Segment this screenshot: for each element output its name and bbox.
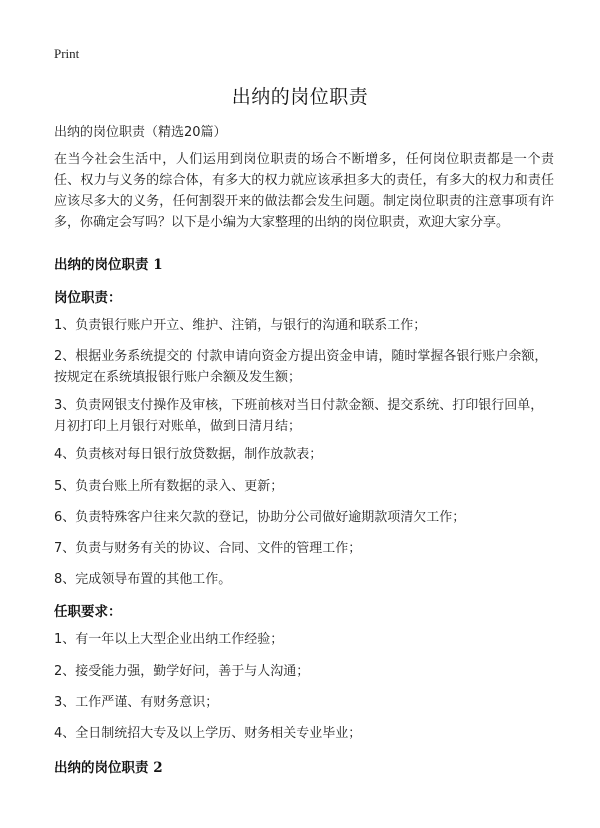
requirement-item-2: 2、接受能力强，勤学好问，善于与人沟通；: [54, 664, 310, 679]
print-label[interactable]: Print: [54, 46, 80, 61]
section-heading-2: 出纳的岗位职责 2: [54, 760, 163, 776]
duty-item-3: 3、负责网银支付操作及审核，下班前核对当日付款金额、提交系统、打印银行回单，月初打印上月银行对账单，做到日清月结；: [54, 398, 544, 434]
duty-item-4: 4、负责核对每日银行放贷数据，制作放款表；: [54, 447, 323, 462]
duties-heading: 岗位职责：: [54, 290, 122, 306]
duty-item-2: 2、根据业务系统提交的 付款申请向资金方提出资金申请，随时掌握各银行账户余额，按规定在系统填报银行账户余额及发生额；: [54, 349, 548, 385]
duty-item-6: 6、负责特殊客户往来欠款的登记，协助分公司做好逾期款项清欠工作；: [54, 510, 466, 525]
page-title: 出纳的岗位职责: [231, 86, 369, 108]
document-subtitle: 出纳的岗位职责（精选20篇）: [54, 125, 227, 140]
duty-item-1: 1、负责银行账户开立、维护、注销，与银行的沟通和联系工作；: [54, 318, 427, 333]
duty-item-5: 5、负责台账上所有数据的录入、更新；: [54, 479, 284, 494]
section-heading-1: 出纳的岗位职责 1: [54, 257, 163, 273]
requirement-item-1: 1、有一年以上大型企业出纳工作经验；: [54, 632, 284, 647]
requirements-heading: 任职要求：: [54, 604, 122, 620]
duty-item-8: 8、完成领导布置的其他工作。: [54, 572, 232, 587]
requirement-item-3: 3、工作严谨、有财务意识；: [54, 695, 219, 710]
duty-item-7: 7、负责与财务有关的协议、合同、文件的管理工作；: [54, 541, 362, 556]
intro-paragraph: 在当今社会生活中，人们运用到岗位职责的场合不断增多，任何岗位职责都是一个责任、权力与义务的综合体，有多大的权力就应该承担多大的责任，有多大的权力和责任应该尽多大的义务，任何割裂开来的做法都会发生问题。制定岗位职责的注意事项有许多，你确定会写吗？以下是小编为大家整理的出纳的岗位职责，欢迎大家分享。: [54, 152, 554, 230]
requirement-item-4: 4、全日制统招大专及以上学历、财务相关专业毕业；: [54, 726, 362, 741]
